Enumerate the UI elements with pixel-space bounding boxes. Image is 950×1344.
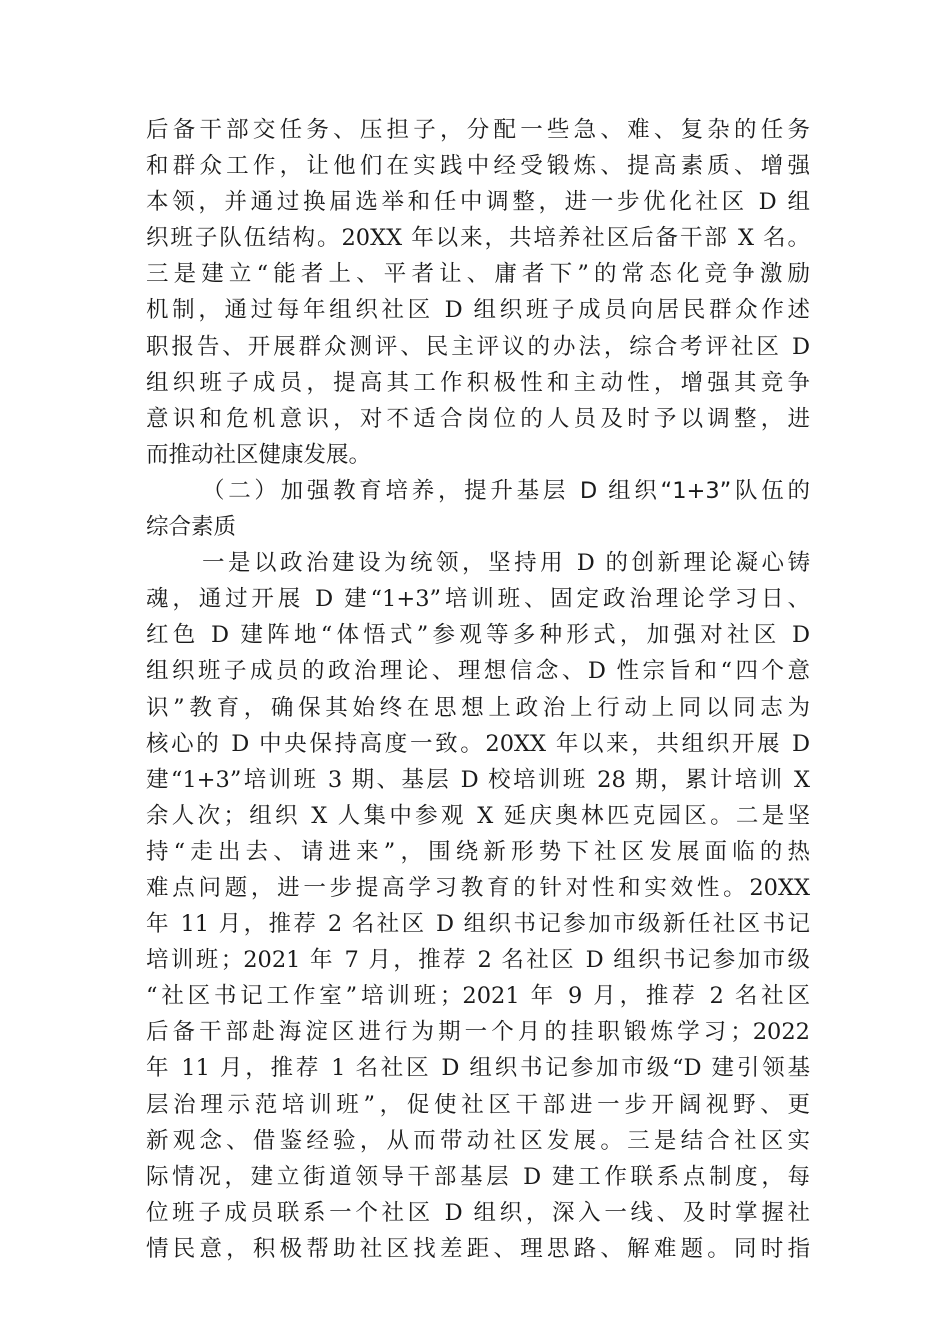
heading-line: 综合素质	[146, 514, 237, 541]
text-line: 余人次；组织 X 人集中参观 X 延庆奥林匹克园区。二是坚	[146, 802, 810, 829]
text-line: 织班子队伍结构。20XX 年以来，共培养社区后备干部 X 名。	[146, 225, 810, 252]
text-line: 年 11 月，推荐 2 名社区 D 组织书记参加市级新任社区书记	[146, 911, 810, 938]
text-line: 后备干部赴海淀区进行为期一个月的挂职锻炼学习；2022	[146, 1019, 810, 1046]
text-line: 后备干部交任务、压担子，分配一些急、难、复杂的任务	[146, 117, 810, 143]
text-line: 一是以政治建设为统领，坚持用 D 的创新理论凝心铸	[202, 550, 810, 577]
text-line: 三是建立“能者上、平者让、庸者下”的常态化竞争激励	[146, 261, 810, 288]
text-line: 难点问题，进一步提高学习教育的针对性和实效性。20XX	[146, 874, 810, 901]
paragraph-1	[146, 112, 810, 473]
text-line: 职报告、开展群众测评、民主评议的办法，综合考评社区 D	[146, 333, 810, 360]
text-line: 魂，通过开展 D 建“1+3”培训班、固定政治理论学习日、	[146, 586, 810, 613]
text-line: 和群众工作，让他们在实践中经受锻炼、提高素质、增强	[146, 153, 810, 180]
text-line: 位班子成员联系一个社区 D 组织，深入一线、及时掌握社	[146, 1199, 810, 1226]
text-line: 年 11 月，推荐 1 名社区 D 组织书记参加市级“D 建引领基	[146, 1055, 810, 1082]
text-line: 机制，通过每年组织社区 D 组织班子成员向居民群众作述	[146, 297, 810, 324]
text-line: 际情况，建立街道领导干部基层 D 建工作联系点制度，每	[146, 1163, 810, 1190]
paragraph-2	[146, 545, 810, 1267]
text-line: 建“1+3”培训班 3 期、基层 D 校培训班 28 期，累计培训 X	[146, 766, 810, 793]
text-line: 组织班子成员的政治理论、理想信念、D 性宗旨和“四个意	[146, 658, 810, 685]
text-line: 新观念、借鉴经验，从而带动社区发展。三是结合社区实	[146, 1127, 810, 1154]
text-line: 红色 D 建阵地“体悟式”参观等多种形式，加强对社区 D	[146, 622, 810, 649]
text-line: 层治理示范培训班”，促使社区干部进一步开阔视野、更	[146, 1091, 810, 1118]
text-line: 而推动社区健康发展。	[146, 441, 372, 468]
document-body	[146, 112, 810, 1267]
text-line: 核心的 D 中央保持高度一致。20XX 年以来，共组织开展 D	[146, 730, 810, 757]
text-line: 情民意，积极帮助社区找差距、理思路、解难题。同时指	[146, 1235, 810, 1262]
heading-line: （二）加强教育培养，提升基层 D 组织“1+3”队伍的	[202, 477, 810, 504]
text-line: 组织班子成员，提高其工作积极性和主动性，增强其竞争	[146, 369, 810, 396]
section-heading	[146, 473, 810, 545]
text-line: “社区书记工作室”培训班；2021 年 9 月，推荐 2 名社区	[146, 983, 810, 1010]
text-line: 意识和危机意识，对不适合岗位的人员及时予以调整，进	[146, 405, 810, 432]
text-line: 培训班；2021 年 7 月，推荐 2 名社区 D 组织书记参加市级	[146, 947, 810, 974]
text-line: 本领，并通过换届选举和任中调整，进一步优化社区 D 组	[146, 189, 810, 216]
text-line: 识”教育，确保其始终在思想上政治上行动上同以同志为	[146, 694, 810, 721]
text-line: 持“走出去、请进来”，围绕新形势下社区发展面临的热	[146, 838, 810, 865]
